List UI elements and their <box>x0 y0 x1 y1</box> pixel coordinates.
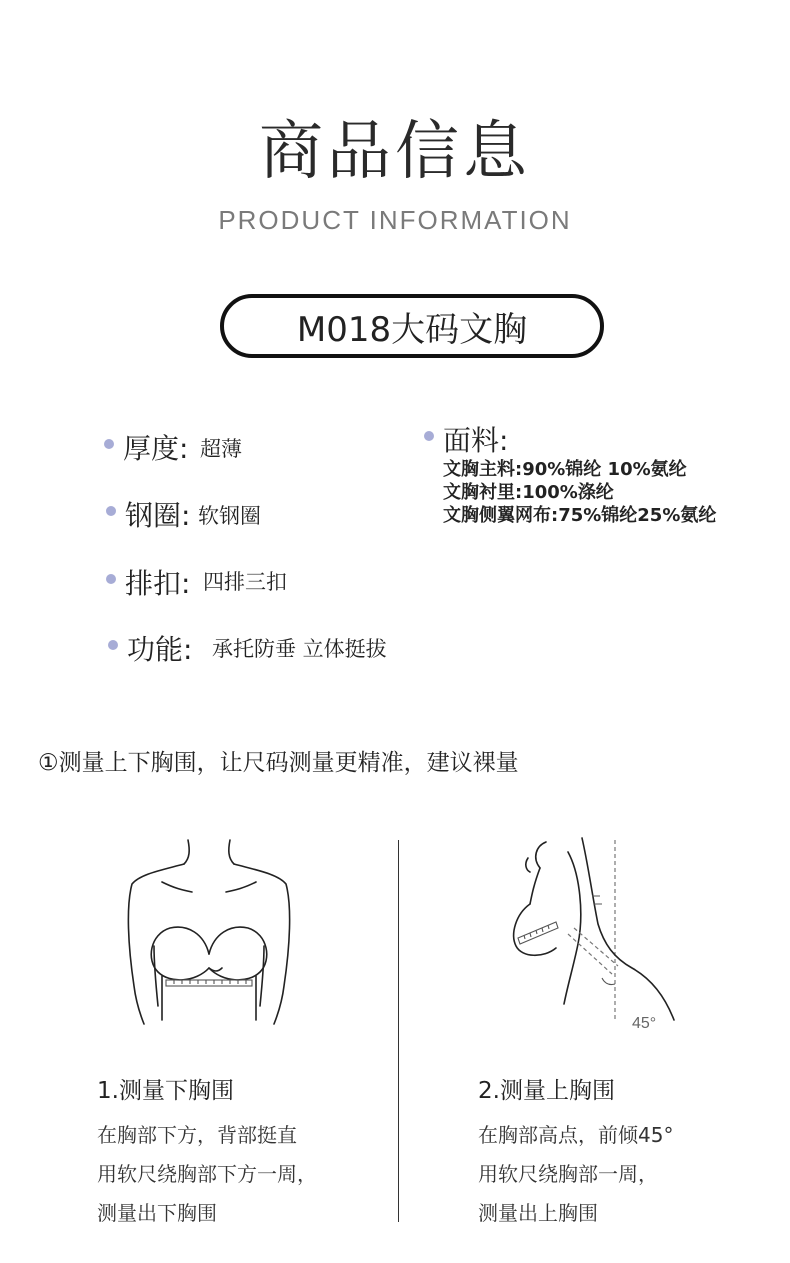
attr-thickness-label: 厚度: <box>123 432 189 465</box>
step-1-line: 用软尺绕胸部下方一周， <box>97 1162 317 1186</box>
attr-underwire-value: 软钢圈 <box>198 504 261 528</box>
attr-hooks-label: 排扣: <box>125 567 191 600</box>
step-2-line: 用软尺绕胸部一周， <box>478 1162 658 1186</box>
bullet-dot-icon <box>104 439 114 449</box>
bullet-dot-icon <box>424 431 434 441</box>
page-title: 商品信息 <box>259 115 531 189</box>
fabric-line: 文胸侧翼网布:75%锦纶25%氨纶 <box>443 505 717 526</box>
bullet-dot-icon <box>106 506 116 516</box>
step-2-line: 在胸部高点，前倾45° <box>478 1123 674 1147</box>
attr-hooks-value: 四排三扣 <box>203 570 287 594</box>
underbust-illustration <box>118 836 308 1028</box>
step-2-title: 2.测量上胸围 <box>478 1078 615 1104</box>
overbust-illustration <box>508 834 688 1034</box>
product-name-badge <box>220 294 604 358</box>
fabric-line: 文胸主料:90%锦纶 10%氨纶 <box>443 459 687 480</box>
bullet-dot-icon <box>106 574 116 584</box>
attr-thickness-value: 超薄 <box>200 437 242 461</box>
step-2-line: 测量出上胸围 <box>478 1201 598 1225</box>
angle-label: 45° <box>632 1015 657 1032</box>
column-divider <box>398 840 399 1222</box>
attr-function-label: 功能: <box>127 633 193 666</box>
step-1-line: 测量出下胸围 <box>97 1201 217 1225</box>
attr-function-value: 承托防垂 立体挺拔 <box>212 637 387 661</box>
fabric-line: 文胸衬里:100%涤纶 <box>443 482 614 503</box>
attr-underwire-label: 钢圈: <box>125 499 191 532</box>
product-name: M018大码文胸 <box>296 309 528 350</box>
page-subtitle: PRODUCT INFORMATION <box>218 205 572 235</box>
step-1-title: 1.测量下胸围 <box>97 1078 234 1104</box>
measure-note: ①测量上下胸围，让尺码测量更精准，建议裸量 <box>38 750 519 776</box>
step-1-line: 在胸部下方，背部挺直 <box>97 1123 297 1147</box>
bullet-dot-icon <box>108 640 118 650</box>
fabric-label: 面料: <box>443 424 509 457</box>
